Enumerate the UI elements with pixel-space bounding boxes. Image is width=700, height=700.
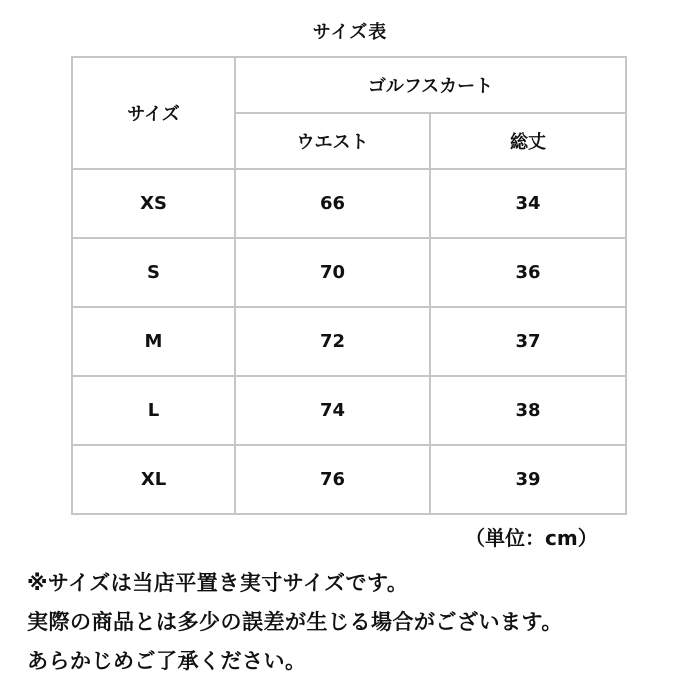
waist-cell: 66 bbox=[235, 169, 430, 238]
table-row bbox=[72, 238, 626, 307]
golf-skirt-header-cell: ゴルフスカート bbox=[235, 57, 626, 113]
table-row bbox=[72, 445, 626, 514]
size-header-cell: サイズ bbox=[72, 57, 235, 169]
unit-label: （単位：cm） bbox=[465, 526, 598, 550]
length-cell: 39 bbox=[430, 445, 626, 514]
length-header-cell: 総丈 bbox=[430, 113, 626, 169]
size-cell: XL bbox=[72, 445, 235, 514]
note-line: あらかじめご了承ください。 bbox=[27, 649, 307, 673]
waist-cell: 76 bbox=[235, 445, 430, 514]
size-cell: L bbox=[72, 376, 235, 445]
size-cell: S bbox=[72, 238, 235, 307]
size-cell: XS bbox=[72, 169, 235, 238]
note-line: 実際の商品とは多少の誤差が生じる場合がございます。 bbox=[27, 610, 563, 634]
length-cell: 36 bbox=[430, 238, 626, 307]
table-header-row bbox=[72, 57, 626, 113]
table-row bbox=[72, 376, 626, 445]
length-cell: 34 bbox=[430, 169, 626, 238]
table-row bbox=[72, 169, 626, 238]
size-cell: M bbox=[72, 307, 235, 376]
waist-header-cell: ウエスト bbox=[235, 113, 430, 169]
waist-cell: 74 bbox=[235, 376, 430, 445]
note-line: ※サイズは当店平置き実寸サイズです。 bbox=[27, 571, 409, 595]
page-title: サイズ表 bbox=[312, 22, 388, 43]
waist-cell: 72 bbox=[235, 307, 430, 376]
size-table bbox=[71, 56, 627, 515]
length-cell: 38 bbox=[430, 376, 626, 445]
table-row bbox=[72, 307, 626, 376]
length-cell: 37 bbox=[430, 307, 626, 376]
waist-cell: 70 bbox=[235, 238, 430, 307]
